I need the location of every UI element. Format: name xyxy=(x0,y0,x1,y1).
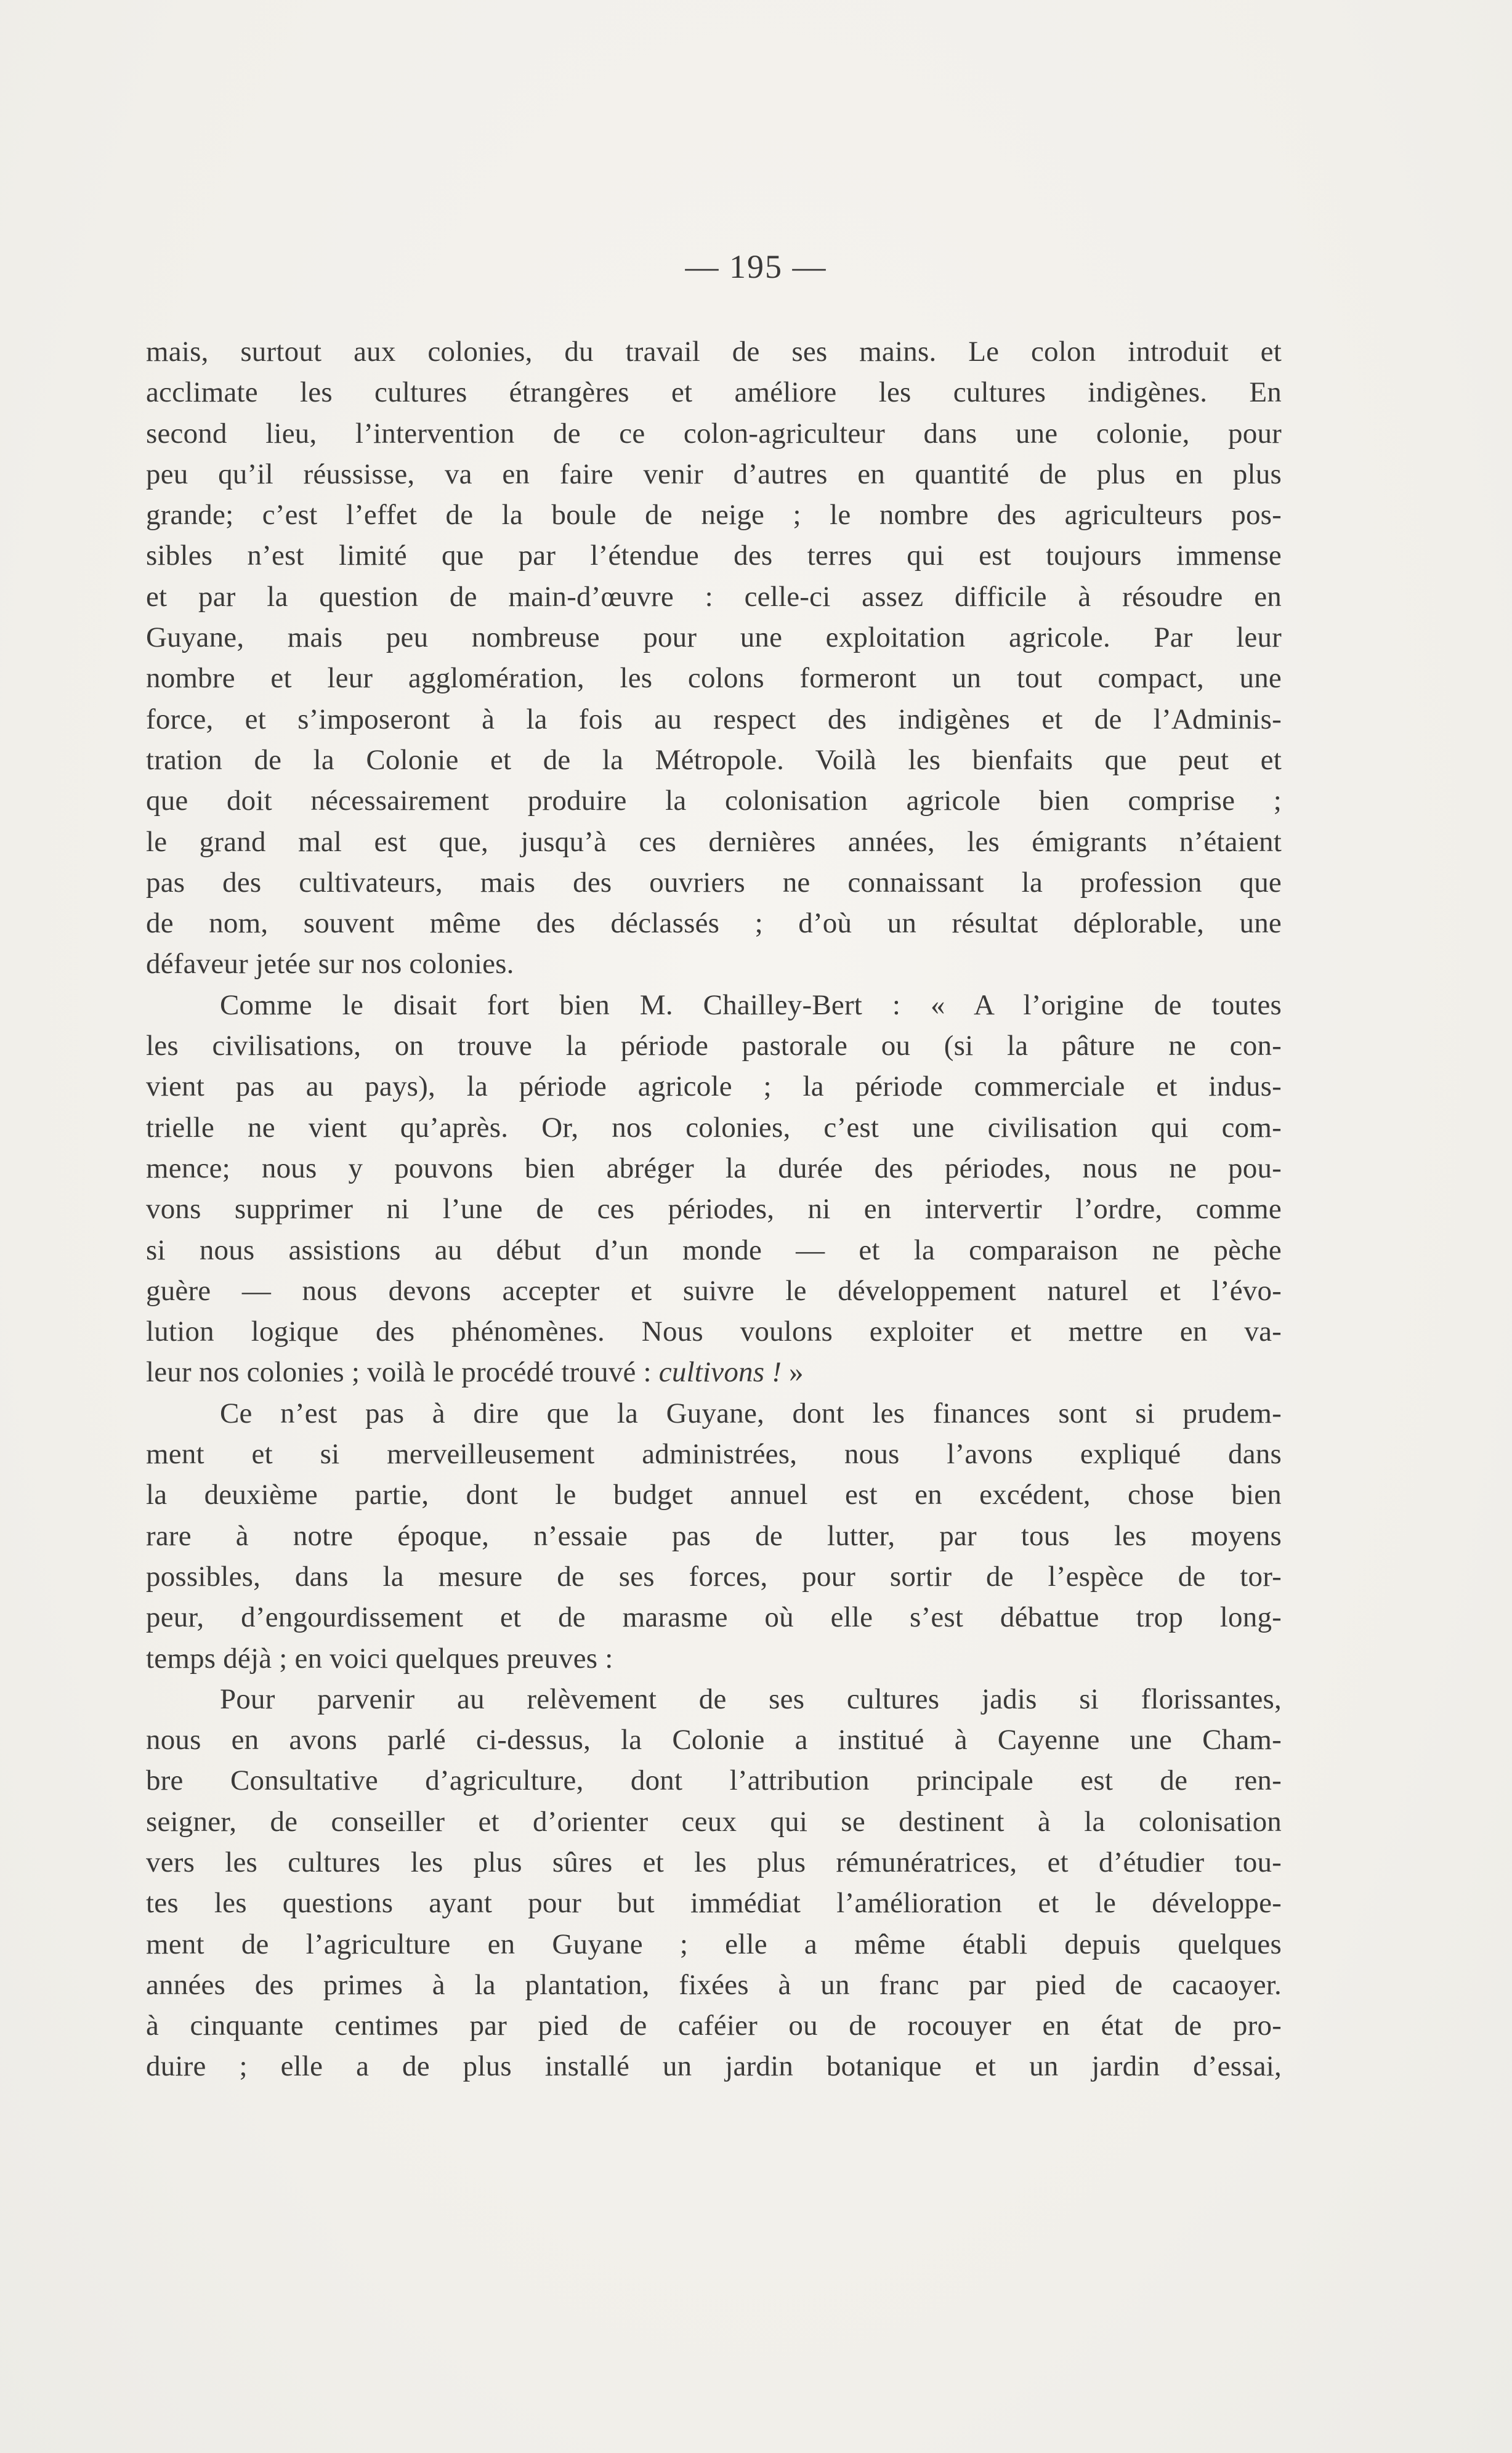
text-line: et par la question de main-d’œuvre : celle-ci assez difficile à résoudre en xyxy=(146,580,1282,613)
text-line: force, et s’imposeront à la fois au respect des indigènes et de l’Adminis- xyxy=(146,703,1282,735)
body-text xyxy=(146,331,1282,2087)
text-line: la deuxième partie, dont le budget annuel est en excédent, chose bien xyxy=(146,1479,1282,1511)
text-line: rare à notre époque, n’essaie pas de lutter, par tous les moyens xyxy=(146,1519,1282,1552)
text-line: que doit nécessairement produire la colonisation agricole bien comprise ; xyxy=(146,785,1282,817)
text-line: tes les questions ayant pour but immédiat l’amélioration et le développe- xyxy=(146,1887,1282,1920)
text-line: de nom, souvent même des déclassés ; d’où un résultat déplorable, une xyxy=(146,907,1282,940)
text-line: vient pas au pays), la période agricole ; la période commerciale et indus- xyxy=(146,1070,1282,1103)
text-line: nous en avons parlé ci-dessus, la Colonie a institué à Cayenne une Cham- xyxy=(146,1724,1282,1756)
page-number: — 195 — xyxy=(685,248,827,285)
text-line: le grand mal est que, jusqu’à ces dernières années, les émigrants n’étaient xyxy=(146,825,1282,858)
text-line: défaveur jetée sur nos colonies. xyxy=(146,948,514,980)
text-line: ment de l’agriculture en Guyane ; elle a même établi depuis quelques xyxy=(146,1928,1282,1960)
text-line: années des primes à la plantation, fixées à un franc par pied de cacaoyer. xyxy=(146,1968,1282,2001)
paragraph-1 xyxy=(146,331,1282,985)
text-line: Pour parvenir au relèvement de ses cultures jadis si florissantes, xyxy=(220,1683,1282,1715)
text-line: lution logique des phénomènes. Nous voulons exploiter et mettre en va- xyxy=(146,1315,1282,1348)
text-line: nombre et leur agglomération, les colons formeront un tout compact, une xyxy=(146,662,1282,695)
text-line: acclimate les cultures étrangères et améliore les cultures indigènes. En xyxy=(146,376,1282,409)
text-line: les civilisations, on trouve la période pastorale ou (si la pâture ne con- xyxy=(146,1030,1282,1062)
text-line: si nous assistions au début d’un monde — et la comparaison ne pèche xyxy=(146,1234,1282,1266)
paragraph-4 xyxy=(146,1679,1282,2087)
text-line: peu qu’il réussisse, va en faire venir d’autres en quantité de plus en plus xyxy=(146,458,1282,490)
text-line: guère — nous devons accepter et suivre le développement naturel et l’évo- xyxy=(146,1274,1282,1307)
text-line: duire ; elle a de plus installé un jardin botanique et un jardin d’essai, xyxy=(146,2050,1282,2083)
text-line: Ce n’est pas à dire que la Guyane, dont les finances sont si prudem- xyxy=(220,1397,1282,1429)
text-line: seigner, de conseiller et d’orienter ceux qui se destinent à la colonisation xyxy=(146,1805,1282,1838)
italic-quote: cultivons ! xyxy=(658,1356,782,1389)
text-fragment: » xyxy=(782,1356,804,1389)
text-line: vons supprimer ni l’une de ces périodes, ni en intervertir l’ordre, comme xyxy=(146,1193,1282,1226)
text-line: Comme le disait fort bien M. Chailley-Bert : « A l’origine de toutes xyxy=(220,988,1282,1021)
text-line: bre Consultative d’agriculture, dont l’attribution principale est de ren- xyxy=(146,1764,1282,1797)
text-line: Guyane, mais peu nombreuse pour une exploitation agricole. Par leur xyxy=(146,621,1282,654)
text-line: pas des cultivateurs, mais des ouvriers ne connaissant la profession que xyxy=(146,866,1282,899)
text-line: grande; c’est l’effet de la boule de neige ; le nombre des agriculteurs pos- xyxy=(146,499,1282,531)
text-line: second lieu, l’intervention de ce colon-agriculteur dans une colonie, pour xyxy=(146,417,1282,450)
text-line: vers les cultures les plus sûres et les plus rémunératrices, et d’étudier tou- xyxy=(146,1846,1282,1878)
text-line xyxy=(146,1352,1282,1392)
text-line: mence; nous y pouvons bien abréger la durée des périodes, nous ne pou- xyxy=(146,1152,1282,1184)
text-line: temps déjà ; en voici quelques preuves : xyxy=(146,1642,613,1675)
paragraph-3 xyxy=(146,1393,1282,1679)
paragraph-2 xyxy=(146,985,1282,1393)
text-line: peur, d’engourdissement et de marasme où elle s’est débattue trop long- xyxy=(146,1601,1282,1634)
text-fragment: leur nos colonies ; voilà le procédé trouvé : xyxy=(146,1356,659,1389)
text-line: trielle ne vient qu’après. Or, nos colonies, c’est une civilisation qui com- xyxy=(146,1111,1282,1144)
text-line: tration de la Colonie et de la Métropole. Voilà les bienfaits que peut et xyxy=(146,743,1282,776)
text-line: sibles n’est limité que par l’étendue des terres qui est toujours immense xyxy=(146,539,1282,572)
text-line: à cinquante centimes par pied de caféier ou de rocouyer en état de pro- xyxy=(146,2010,1282,2042)
text-line: ment et si merveilleusement administrées, nous l’avons expliqué dans xyxy=(146,1438,1282,1471)
text-line: possibles, dans la mesure de ses forces, pour sortir de l’espèce de tor- xyxy=(146,1560,1282,1593)
text-line: mais, surtout aux colonies, du travail de ses mains. Le colon introduit et xyxy=(146,336,1282,368)
